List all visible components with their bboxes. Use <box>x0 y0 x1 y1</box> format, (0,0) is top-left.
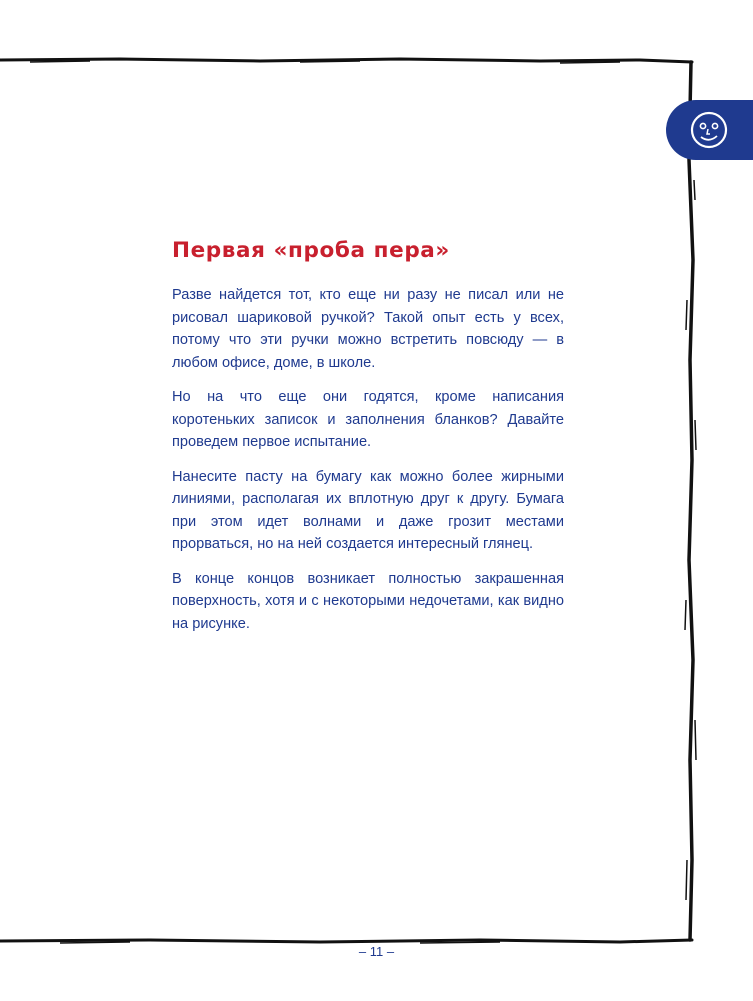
section-heading: Первая «проба пера» <box>172 238 450 263</box>
paragraph-1: Разве найдется тот, кто еще ни разу не писал или не рисовал шариковой ручкой? Такой опыт есть у всех, потому что эти ручки можно встретить повсюду — в любом офисе, доме, в школе. <box>172 287 564 371</box>
paragraph-3: Нанесите пасту на бумагу как можно более жирными линиями, располагая их вплотную друг к другу. Бумага при этом идет волнами и даже грозит местами прорваться, но на ней создается интересный глянец. <box>172 468 564 552</box>
page-number: – 11 – <box>358 944 395 959</box>
paragraph-4: В конце концов возникает полностью закрашенная поверхность, хотя и с некоторыми недочетами, как видно на рисунке. <box>172 570 564 632</box>
frame-right-line <box>689 62 693 940</box>
text-section <box>172 236 564 647</box>
smiley-face-icon <box>688 110 730 150</box>
chapter-tab <box>666 100 753 160</box>
paragraph-2: Но на что еще они годятся, кроме написания коротеньких записок и заполнения бланков? Давайте проведем первое испытание. <box>172 389 564 450</box>
